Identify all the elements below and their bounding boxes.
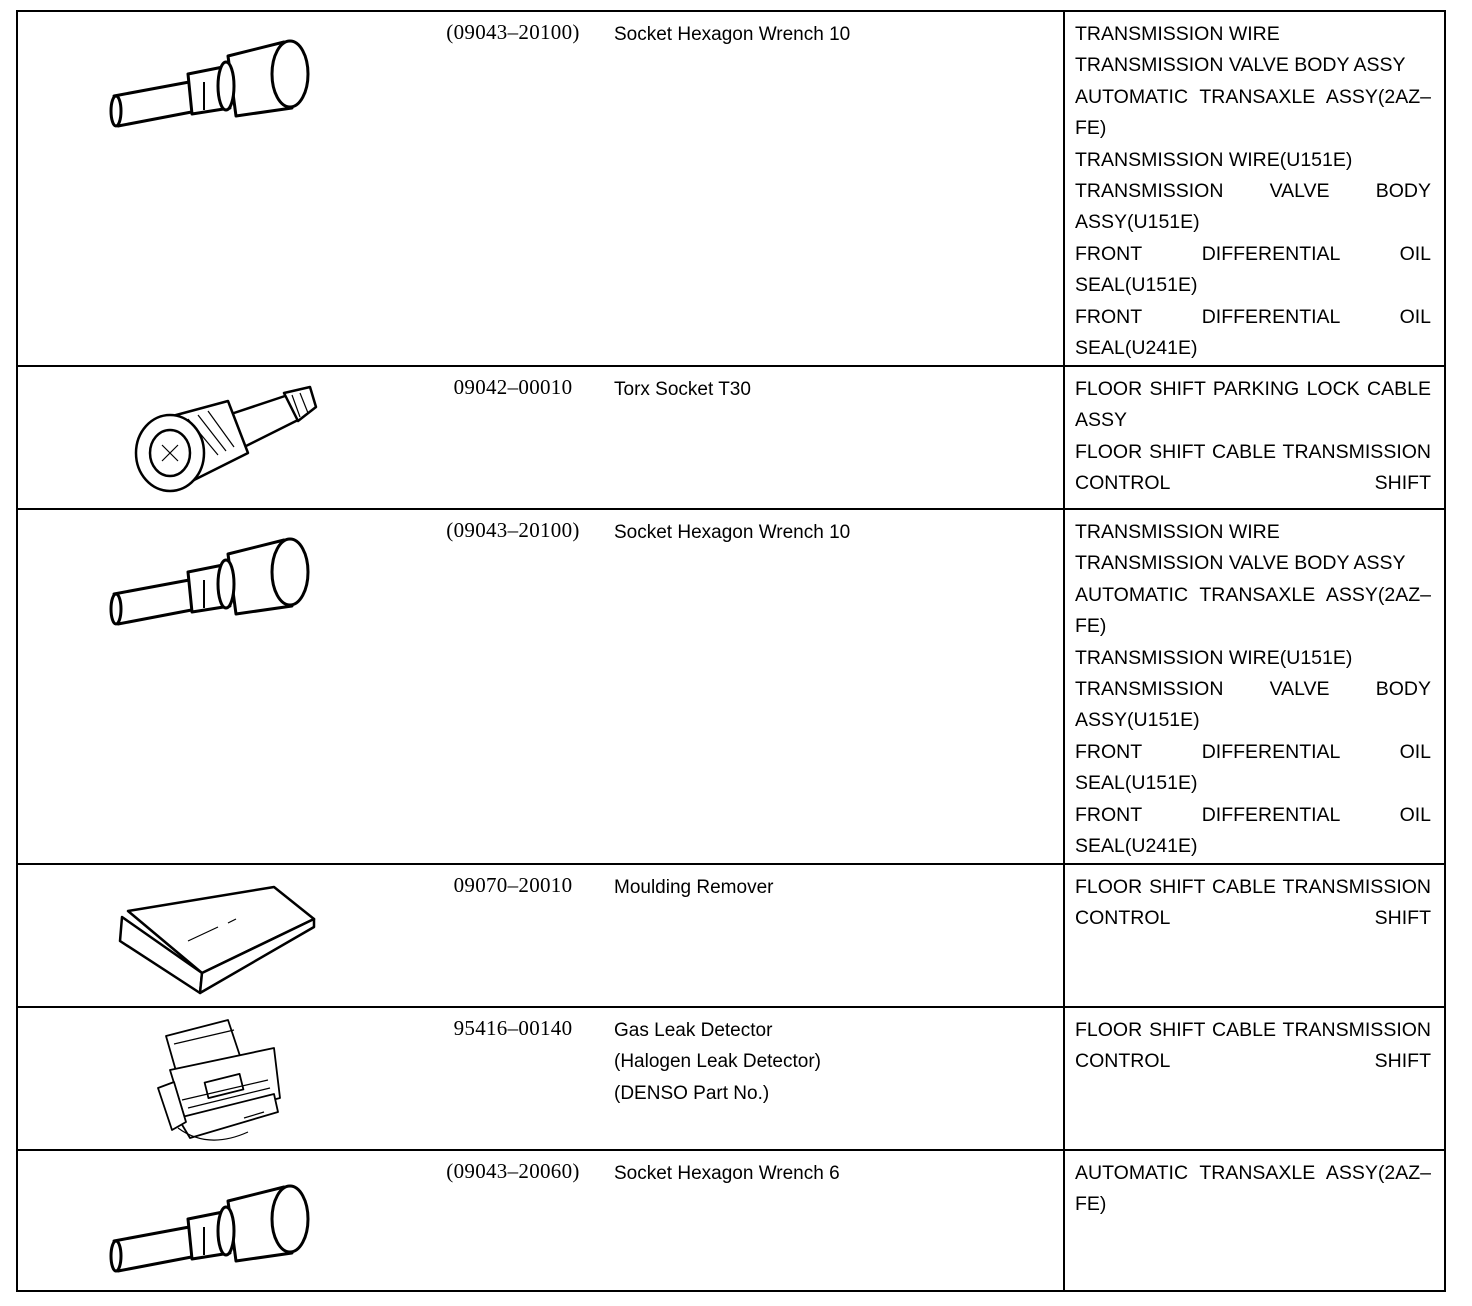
column-divider (1063, 1151, 1065, 1290)
hex-socket-wrench-icon (78, 12, 338, 152)
application-item: FRONT DIFFERENTIAL OIL SEAL(U241E) (1075, 305, 1431, 360)
gas-leak-detector-icon (78, 1008, 338, 1148)
table-row (18, 1151, 1444, 1290)
application-item: FLOOR SHIFT CABLE TRANSMISSION CONTROL SHIFT (1075, 1019, 1431, 1073)
column-divider (1063, 865, 1065, 1006)
application-list (1075, 19, 1431, 364)
application-list (1075, 872, 1431, 935)
tool-name-line: Socket Hexagon Wrench 6 (614, 1163, 840, 1184)
application-item: TRANSMISSION WIRE (1075, 521, 1280, 543)
special-service-tools-table (16, 10, 1446, 1292)
application-list (1075, 517, 1431, 862)
moulding-remover-icon (78, 865, 338, 1005)
application-item: FRONT DIFFERENTIAL OIL SEAL(U241E) (1075, 803, 1431, 858)
part-number: (09043–20100) (446, 518, 580, 542)
application-item: TRANSMISSION VALVE BODY ASSY (1075, 54, 1406, 77)
application-list (1075, 374, 1431, 500)
part-number: (09043–20100) (446, 20, 580, 44)
column-divider (1063, 1008, 1065, 1149)
part-number: (09043–20060) (446, 1159, 580, 1183)
tool-name-line: Socket Hexagon Wrench 10 (614, 522, 851, 543)
application-item: TRANSMISSION WIRE(U151E) (1075, 646, 1353, 669)
column-divider (1063, 367, 1065, 508)
application-list (1075, 1015, 1431, 1078)
table-row (18, 865, 1444, 1008)
application-item: FLOOR SHIFT CABLE TRANSMISSION CONTROL SHIFT (1075, 876, 1431, 930)
application-item: TRANSMISSION WIRE (1075, 23, 1280, 45)
application-item: TRANSMISSION VALVE BODY ASSY(U151E) (1075, 678, 1431, 732)
tool-name (614, 1158, 1054, 1189)
part-number: 09042–00010 (453, 375, 573, 399)
tool-name (614, 1015, 1054, 1109)
table-row (18, 1008, 1444, 1151)
application-item: AUTOMATIC TRANSAXLE ASSY(2AZ–FE) (1075, 1162, 1431, 1216)
application-item: FRONT DIFFERENTIAL OIL SEAL(U151E) (1075, 242, 1431, 297)
tool-name-line: Socket Hexagon Wrench 10 (614, 24, 851, 45)
tool-name-line: Gas Leak Detector (614, 1020, 773, 1041)
tool-name (614, 872, 1054, 903)
tool-name-line: (DENSO Part No.) (614, 1082, 770, 1104)
table-row (18, 510, 1444, 865)
table-row (18, 367, 1444, 510)
application-item: TRANSMISSION VALVE BODY ASSY(U151E) (1075, 180, 1431, 234)
part-number: 95416–00140 (453, 1016, 573, 1040)
hex-socket-wrench-icon (78, 510, 338, 650)
tool-name-line: Moulding Remover (614, 877, 774, 898)
tool-name (614, 19, 1054, 50)
tool-name-line: Torx Socket T30 (614, 379, 751, 400)
table-row (18, 12, 1444, 367)
part-number: 09070–20010 (453, 873, 573, 897)
application-item: FLOOR SHIFT CABLE TRANSMISSION CONTROL SHIFT (1075, 440, 1431, 495)
column-divider (1063, 12, 1065, 365)
application-item: TRANSMISSION VALVE BODY ASSY (1075, 552, 1406, 575)
application-item: AUTOMATIC TRANSAXLE ASSY(2AZ–FE) (1075, 85, 1431, 140)
tool-name (614, 374, 1054, 405)
tool-name (614, 517, 1054, 548)
tool-name-line: (Halogen Leak Detector) (614, 1051, 821, 1073)
column-divider (1063, 510, 1065, 863)
application-list (1075, 1158, 1431, 1221)
application-item: FLOOR SHIFT PARKING LOCK CABLE ASSY (1075, 378, 1431, 432)
torx-socket-icon (78, 367, 338, 507)
application-item: AUTOMATIC TRANSAXLE ASSY(2AZ–FE) (1075, 583, 1431, 638)
application-item: FRONT DIFFERENTIAL OIL SEAL(U151E) (1075, 740, 1431, 795)
hex-socket-wrench-icon (78, 1151, 338, 1291)
application-item: TRANSMISSION WIRE(U151E) (1075, 148, 1353, 171)
